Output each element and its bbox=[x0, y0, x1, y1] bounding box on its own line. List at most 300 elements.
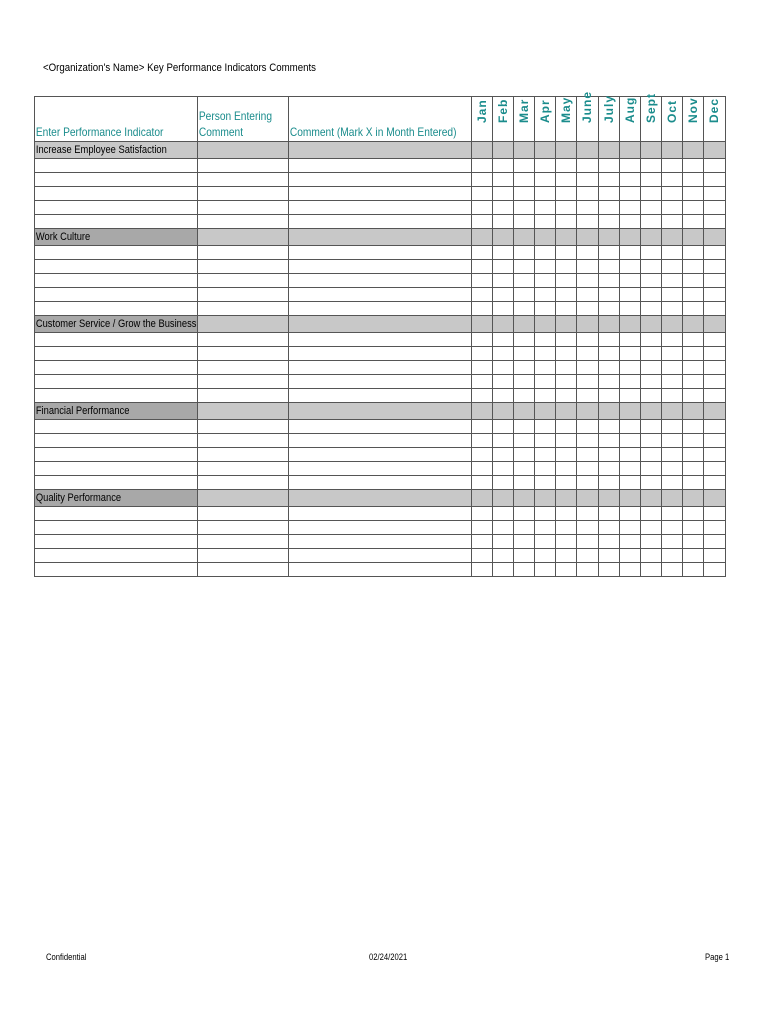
month-cell[interactable] bbox=[514, 434, 535, 448]
month-cell[interactable] bbox=[682, 173, 703, 187]
month-cell[interactable] bbox=[619, 507, 640, 521]
month-cell[interactable] bbox=[619, 535, 640, 549]
person-cell[interactable] bbox=[198, 260, 288, 274]
month-cell[interactable] bbox=[598, 215, 619, 229]
month-cell[interactable] bbox=[598, 507, 619, 521]
month-cell[interactable] bbox=[514, 549, 535, 563]
month-cell[interactable] bbox=[661, 389, 682, 403]
indicator-cell[interactable] bbox=[35, 389, 198, 403]
indicator-cell[interactable] bbox=[35, 302, 198, 316]
month-cell[interactable] bbox=[682, 563, 703, 577]
month-cell[interactable] bbox=[640, 462, 661, 476]
month-cell[interactable] bbox=[640, 288, 661, 302]
month-cell[interactable] bbox=[640, 535, 661, 549]
month-cell[interactable] bbox=[661, 535, 682, 549]
month-cell[interactable] bbox=[640, 246, 661, 260]
month-cell[interactable] bbox=[493, 389, 514, 403]
month-cell[interactable] bbox=[472, 420, 493, 434]
indicator-cell[interactable] bbox=[35, 521, 198, 535]
month-cell[interactable] bbox=[682, 549, 703, 563]
month-cell[interactable] bbox=[577, 302, 598, 316]
month-cell[interactable] bbox=[535, 389, 556, 403]
month-cell[interactable] bbox=[682, 476, 703, 490]
month-cell[interactable] bbox=[619, 563, 640, 577]
month-cell[interactable] bbox=[682, 201, 703, 215]
month-cell[interactable] bbox=[682, 448, 703, 462]
month-cell[interactable] bbox=[493, 563, 514, 577]
month-cell[interactable] bbox=[514, 389, 535, 403]
month-cell[interactable] bbox=[598, 302, 619, 316]
month-cell[interactable] bbox=[556, 201, 577, 215]
month-cell[interactable] bbox=[661, 260, 682, 274]
month-cell[interactable] bbox=[661, 246, 682, 260]
month-cell[interactable] bbox=[640, 173, 661, 187]
person-cell[interactable] bbox=[198, 201, 288, 215]
month-cell[interactable] bbox=[535, 347, 556, 361]
month-cell[interactable] bbox=[577, 246, 598, 260]
month-cell[interactable] bbox=[703, 389, 725, 403]
month-cell[interactable] bbox=[703, 448, 725, 462]
month-cell[interactable] bbox=[661, 521, 682, 535]
month-cell[interactable] bbox=[619, 549, 640, 563]
month-cell[interactable] bbox=[535, 476, 556, 490]
indicator-cell[interactable] bbox=[35, 535, 198, 549]
comment-cell[interactable] bbox=[288, 159, 472, 173]
month-cell[interactable] bbox=[661, 361, 682, 375]
person-cell[interactable] bbox=[198, 215, 288, 229]
indicator-cell[interactable] bbox=[35, 476, 198, 490]
indicator-cell[interactable] bbox=[35, 507, 198, 521]
month-cell[interactable] bbox=[703, 173, 725, 187]
month-cell[interactable] bbox=[703, 288, 725, 302]
comment-cell[interactable] bbox=[288, 246, 472, 260]
month-cell[interactable] bbox=[661, 563, 682, 577]
month-cell[interactable] bbox=[535, 563, 556, 577]
month-cell[interactable] bbox=[556, 389, 577, 403]
month-cell[interactable] bbox=[661, 333, 682, 347]
month-cell[interactable] bbox=[577, 187, 598, 201]
month-cell[interactable] bbox=[577, 448, 598, 462]
month-cell[interactable] bbox=[598, 434, 619, 448]
month-cell[interactable] bbox=[493, 347, 514, 361]
comment-cell[interactable] bbox=[288, 288, 472, 302]
month-cell[interactable] bbox=[640, 159, 661, 173]
indicator-cell[interactable] bbox=[35, 434, 198, 448]
month-cell[interactable] bbox=[682, 434, 703, 448]
month-cell[interactable] bbox=[661, 507, 682, 521]
month-cell[interactable] bbox=[640, 375, 661, 389]
month-cell[interactable] bbox=[514, 173, 535, 187]
month-cell[interactable] bbox=[682, 420, 703, 434]
month-cell[interactable] bbox=[703, 563, 725, 577]
month-cell[interactable] bbox=[493, 448, 514, 462]
month-cell[interactable] bbox=[577, 274, 598, 288]
person-cell[interactable] bbox=[198, 563, 288, 577]
month-cell[interactable] bbox=[682, 274, 703, 288]
month-cell[interactable] bbox=[535, 288, 556, 302]
month-cell[interactable] bbox=[640, 389, 661, 403]
month-cell[interactable] bbox=[619, 187, 640, 201]
month-cell[interactable] bbox=[577, 361, 598, 375]
month-cell[interactable] bbox=[703, 476, 725, 490]
month-cell[interactable] bbox=[535, 462, 556, 476]
month-cell[interactable] bbox=[514, 288, 535, 302]
month-cell[interactable] bbox=[682, 347, 703, 361]
month-cell[interactable] bbox=[661, 215, 682, 229]
month-cell[interactable] bbox=[493, 434, 514, 448]
month-cell[interactable] bbox=[577, 462, 598, 476]
month-cell[interactable] bbox=[619, 302, 640, 316]
month-cell[interactable] bbox=[493, 288, 514, 302]
month-cell[interactable] bbox=[577, 375, 598, 389]
month-cell[interactable] bbox=[493, 302, 514, 316]
month-cell[interactable] bbox=[514, 476, 535, 490]
month-cell[interactable] bbox=[703, 521, 725, 535]
month-cell[interactable] bbox=[598, 288, 619, 302]
month-cell[interactable] bbox=[661, 201, 682, 215]
month-cell[interactable] bbox=[640, 302, 661, 316]
month-cell[interactable] bbox=[472, 201, 493, 215]
indicator-cell[interactable] bbox=[35, 159, 198, 173]
month-cell[interactable] bbox=[493, 521, 514, 535]
comment-cell[interactable] bbox=[288, 389, 472, 403]
month-cell[interactable] bbox=[556, 260, 577, 274]
month-cell[interactable] bbox=[556, 563, 577, 577]
month-cell[interactable] bbox=[514, 347, 535, 361]
person-cell[interactable] bbox=[198, 347, 288, 361]
month-cell[interactable] bbox=[619, 333, 640, 347]
month-cell[interactable] bbox=[598, 462, 619, 476]
month-cell[interactable] bbox=[514, 448, 535, 462]
month-cell[interactable] bbox=[682, 361, 703, 375]
person-cell[interactable] bbox=[198, 246, 288, 260]
month-cell[interactable] bbox=[640, 347, 661, 361]
month-cell[interactable] bbox=[577, 476, 598, 490]
indicator-cell[interactable] bbox=[35, 563, 198, 577]
person-cell[interactable] bbox=[198, 549, 288, 563]
indicator-cell[interactable] bbox=[35, 361, 198, 375]
person-cell[interactable] bbox=[198, 448, 288, 462]
month-cell[interactable] bbox=[598, 260, 619, 274]
month-cell[interactable] bbox=[535, 260, 556, 274]
month-cell[interactable] bbox=[535, 535, 556, 549]
month-cell[interactable] bbox=[535, 448, 556, 462]
month-cell[interactable] bbox=[619, 476, 640, 490]
month-cell[interactable] bbox=[556, 420, 577, 434]
comment-cell[interactable] bbox=[288, 173, 472, 187]
month-cell[interactable] bbox=[514, 201, 535, 215]
month-cell[interactable] bbox=[661, 375, 682, 389]
month-cell[interactable] bbox=[598, 201, 619, 215]
month-cell[interactable] bbox=[703, 535, 725, 549]
month-cell[interactable] bbox=[577, 434, 598, 448]
month-cell[interactable] bbox=[472, 260, 493, 274]
month-cell[interactable] bbox=[493, 375, 514, 389]
month-cell[interactable] bbox=[514, 361, 535, 375]
month-cell[interactable] bbox=[577, 215, 598, 229]
month-cell[interactable] bbox=[619, 274, 640, 288]
person-cell[interactable] bbox=[198, 173, 288, 187]
month-cell[interactable] bbox=[661, 476, 682, 490]
month-cell[interactable] bbox=[493, 246, 514, 260]
month-cell[interactable] bbox=[661, 420, 682, 434]
comment-cell[interactable] bbox=[288, 549, 472, 563]
month-cell[interactable] bbox=[640, 215, 661, 229]
month-cell[interactable] bbox=[703, 361, 725, 375]
month-cell[interactable] bbox=[619, 201, 640, 215]
indicator-cell[interactable] bbox=[35, 246, 198, 260]
month-cell[interactable] bbox=[703, 302, 725, 316]
month-cell[interactable] bbox=[556, 535, 577, 549]
month-cell[interactable] bbox=[619, 462, 640, 476]
month-cell[interactable] bbox=[640, 333, 661, 347]
month-cell[interactable] bbox=[619, 434, 640, 448]
month-cell[interactable] bbox=[598, 173, 619, 187]
month-cell[interactable] bbox=[703, 375, 725, 389]
comment-cell[interactable] bbox=[288, 274, 472, 288]
month-cell[interactable] bbox=[535, 159, 556, 173]
person-cell[interactable] bbox=[198, 389, 288, 403]
month-cell[interactable] bbox=[619, 246, 640, 260]
comment-cell[interactable] bbox=[288, 302, 472, 316]
month-cell[interactable] bbox=[640, 448, 661, 462]
month-cell[interactable] bbox=[598, 563, 619, 577]
month-cell[interactable] bbox=[514, 260, 535, 274]
month-cell[interactable] bbox=[619, 159, 640, 173]
month-cell[interactable] bbox=[577, 549, 598, 563]
month-cell[interactable] bbox=[472, 535, 493, 549]
month-cell[interactable] bbox=[640, 187, 661, 201]
month-cell[interactable] bbox=[577, 347, 598, 361]
month-cell[interactable] bbox=[493, 535, 514, 549]
month-cell[interactable] bbox=[703, 462, 725, 476]
person-cell[interactable] bbox=[198, 333, 288, 347]
month-cell[interactable] bbox=[577, 288, 598, 302]
month-cell[interactable] bbox=[472, 173, 493, 187]
month-cell[interactable] bbox=[619, 347, 640, 361]
month-cell[interactable] bbox=[640, 507, 661, 521]
person-cell[interactable] bbox=[198, 274, 288, 288]
month-cell[interactable] bbox=[472, 448, 493, 462]
month-cell[interactable] bbox=[640, 420, 661, 434]
month-cell[interactable] bbox=[619, 521, 640, 535]
month-cell[interactable] bbox=[493, 260, 514, 274]
month-cell[interactable] bbox=[493, 274, 514, 288]
month-cell[interactable] bbox=[514, 420, 535, 434]
month-cell[interactable] bbox=[703, 201, 725, 215]
month-cell[interactable] bbox=[619, 215, 640, 229]
month-cell[interactable] bbox=[493, 187, 514, 201]
comment-cell[interactable] bbox=[288, 563, 472, 577]
month-cell[interactable] bbox=[493, 173, 514, 187]
indicator-cell[interactable] bbox=[35, 274, 198, 288]
month-cell[interactable] bbox=[640, 549, 661, 563]
month-cell[interactable] bbox=[619, 389, 640, 403]
month-cell[interactable] bbox=[514, 507, 535, 521]
indicator-cell[interactable] bbox=[35, 375, 198, 389]
comment-cell[interactable] bbox=[288, 507, 472, 521]
month-cell[interactable] bbox=[661, 549, 682, 563]
month-cell[interactable] bbox=[640, 521, 661, 535]
month-cell[interactable] bbox=[661, 302, 682, 316]
month-cell[interactable] bbox=[598, 420, 619, 434]
month-cell[interactable] bbox=[661, 347, 682, 361]
month-cell[interactable] bbox=[556, 333, 577, 347]
month-cell[interactable] bbox=[682, 159, 703, 173]
month-cell[interactable] bbox=[598, 347, 619, 361]
month-cell[interactable] bbox=[640, 476, 661, 490]
month-cell[interactable] bbox=[556, 187, 577, 201]
month-cell[interactable] bbox=[619, 361, 640, 375]
month-cell[interactable] bbox=[535, 187, 556, 201]
month-cell[interactable] bbox=[703, 274, 725, 288]
month-cell[interactable] bbox=[598, 187, 619, 201]
month-cell[interactable] bbox=[577, 260, 598, 274]
month-cell[interactable] bbox=[514, 246, 535, 260]
month-cell[interactable] bbox=[535, 521, 556, 535]
month-cell[interactable] bbox=[598, 159, 619, 173]
month-cell[interactable] bbox=[535, 246, 556, 260]
month-cell[interactable] bbox=[703, 507, 725, 521]
month-cell[interactable] bbox=[577, 201, 598, 215]
person-cell[interactable] bbox=[198, 187, 288, 201]
month-cell[interactable] bbox=[619, 288, 640, 302]
month-cell[interactable] bbox=[493, 507, 514, 521]
person-cell[interactable] bbox=[198, 507, 288, 521]
indicator-cell[interactable] bbox=[35, 333, 198, 347]
month-cell[interactable] bbox=[619, 173, 640, 187]
month-cell[interactable] bbox=[535, 549, 556, 563]
month-cell[interactable] bbox=[472, 274, 493, 288]
month-cell[interactable] bbox=[703, 333, 725, 347]
indicator-cell[interactable] bbox=[35, 201, 198, 215]
month-cell[interactable] bbox=[514, 375, 535, 389]
comment-cell[interactable] bbox=[288, 521, 472, 535]
month-cell[interactable] bbox=[598, 375, 619, 389]
month-cell[interactable] bbox=[682, 535, 703, 549]
comment-cell[interactable] bbox=[288, 260, 472, 274]
month-cell[interactable] bbox=[682, 288, 703, 302]
month-cell[interactable] bbox=[514, 563, 535, 577]
comment-cell[interactable] bbox=[288, 448, 472, 462]
comment-cell[interactable] bbox=[288, 215, 472, 229]
month-cell[interactable] bbox=[514, 187, 535, 201]
month-cell[interactable] bbox=[598, 448, 619, 462]
month-cell[interactable] bbox=[598, 333, 619, 347]
comment-cell[interactable] bbox=[288, 476, 472, 490]
month-cell[interactable] bbox=[682, 375, 703, 389]
month-cell[interactable] bbox=[556, 375, 577, 389]
month-cell[interactable] bbox=[472, 434, 493, 448]
month-cell[interactable] bbox=[472, 347, 493, 361]
month-cell[interactable] bbox=[598, 549, 619, 563]
month-cell[interactable] bbox=[472, 288, 493, 302]
indicator-cell[interactable] bbox=[35, 173, 198, 187]
month-cell[interactable] bbox=[556, 246, 577, 260]
month-cell[interactable] bbox=[514, 274, 535, 288]
person-cell[interactable] bbox=[198, 434, 288, 448]
month-cell[interactable] bbox=[472, 507, 493, 521]
month-cell[interactable] bbox=[514, 159, 535, 173]
month-cell[interactable] bbox=[703, 549, 725, 563]
month-cell[interactable] bbox=[577, 333, 598, 347]
person-cell[interactable] bbox=[198, 521, 288, 535]
month-cell[interactable] bbox=[535, 333, 556, 347]
month-cell[interactable] bbox=[619, 375, 640, 389]
month-cell[interactable] bbox=[556, 549, 577, 563]
month-cell[interactable] bbox=[493, 159, 514, 173]
month-cell[interactable] bbox=[493, 476, 514, 490]
person-cell[interactable] bbox=[198, 159, 288, 173]
month-cell[interactable] bbox=[598, 274, 619, 288]
month-cell[interactable] bbox=[682, 333, 703, 347]
month-cell[interactable] bbox=[556, 476, 577, 490]
month-cell[interactable] bbox=[556, 274, 577, 288]
month-cell[interactable] bbox=[535, 274, 556, 288]
person-cell[interactable] bbox=[198, 302, 288, 316]
month-cell[interactable] bbox=[619, 448, 640, 462]
month-cell[interactable] bbox=[472, 389, 493, 403]
month-cell[interactable] bbox=[535, 420, 556, 434]
month-cell[interactable] bbox=[493, 549, 514, 563]
month-cell[interactable] bbox=[682, 187, 703, 201]
month-cell[interactable] bbox=[577, 159, 598, 173]
month-cell[interactable] bbox=[535, 361, 556, 375]
indicator-cell[interactable] bbox=[35, 260, 198, 274]
comment-cell[interactable] bbox=[288, 535, 472, 549]
month-cell[interactable] bbox=[577, 173, 598, 187]
month-cell[interactable] bbox=[556, 215, 577, 229]
person-cell[interactable] bbox=[198, 375, 288, 389]
indicator-cell[interactable] bbox=[35, 462, 198, 476]
month-cell[interactable] bbox=[535, 201, 556, 215]
person-cell[interactable] bbox=[198, 420, 288, 434]
month-cell[interactable] bbox=[514, 462, 535, 476]
month-cell[interactable] bbox=[472, 521, 493, 535]
month-cell[interactable] bbox=[556, 361, 577, 375]
month-cell[interactable] bbox=[703, 260, 725, 274]
month-cell[interactable] bbox=[556, 462, 577, 476]
comment-cell[interactable] bbox=[288, 333, 472, 347]
month-cell[interactable] bbox=[472, 361, 493, 375]
month-cell[interactable] bbox=[493, 361, 514, 375]
month-cell[interactable] bbox=[682, 246, 703, 260]
month-cell[interactable] bbox=[556, 448, 577, 462]
month-cell[interactable] bbox=[682, 260, 703, 274]
month-cell[interactable] bbox=[682, 302, 703, 316]
indicator-cell[interactable] bbox=[35, 420, 198, 434]
month-cell[interactable] bbox=[535, 375, 556, 389]
month-cell[interactable] bbox=[703, 420, 725, 434]
month-cell[interactable] bbox=[598, 246, 619, 260]
month-cell[interactable] bbox=[514, 302, 535, 316]
person-cell[interactable] bbox=[198, 361, 288, 375]
month-cell[interactable] bbox=[472, 246, 493, 260]
month-cell[interactable] bbox=[682, 215, 703, 229]
month-cell[interactable] bbox=[472, 215, 493, 229]
person-cell[interactable] bbox=[198, 462, 288, 476]
month-cell[interactable] bbox=[556, 159, 577, 173]
month-cell[interactable] bbox=[472, 159, 493, 173]
month-cell[interactable] bbox=[640, 361, 661, 375]
comment-cell[interactable] bbox=[288, 361, 472, 375]
month-cell[interactable] bbox=[493, 420, 514, 434]
month-cell[interactable] bbox=[577, 507, 598, 521]
month-cell[interactable] bbox=[640, 434, 661, 448]
month-cell[interactable] bbox=[703, 187, 725, 201]
month-cell[interactable] bbox=[682, 389, 703, 403]
month-cell[interactable] bbox=[682, 462, 703, 476]
